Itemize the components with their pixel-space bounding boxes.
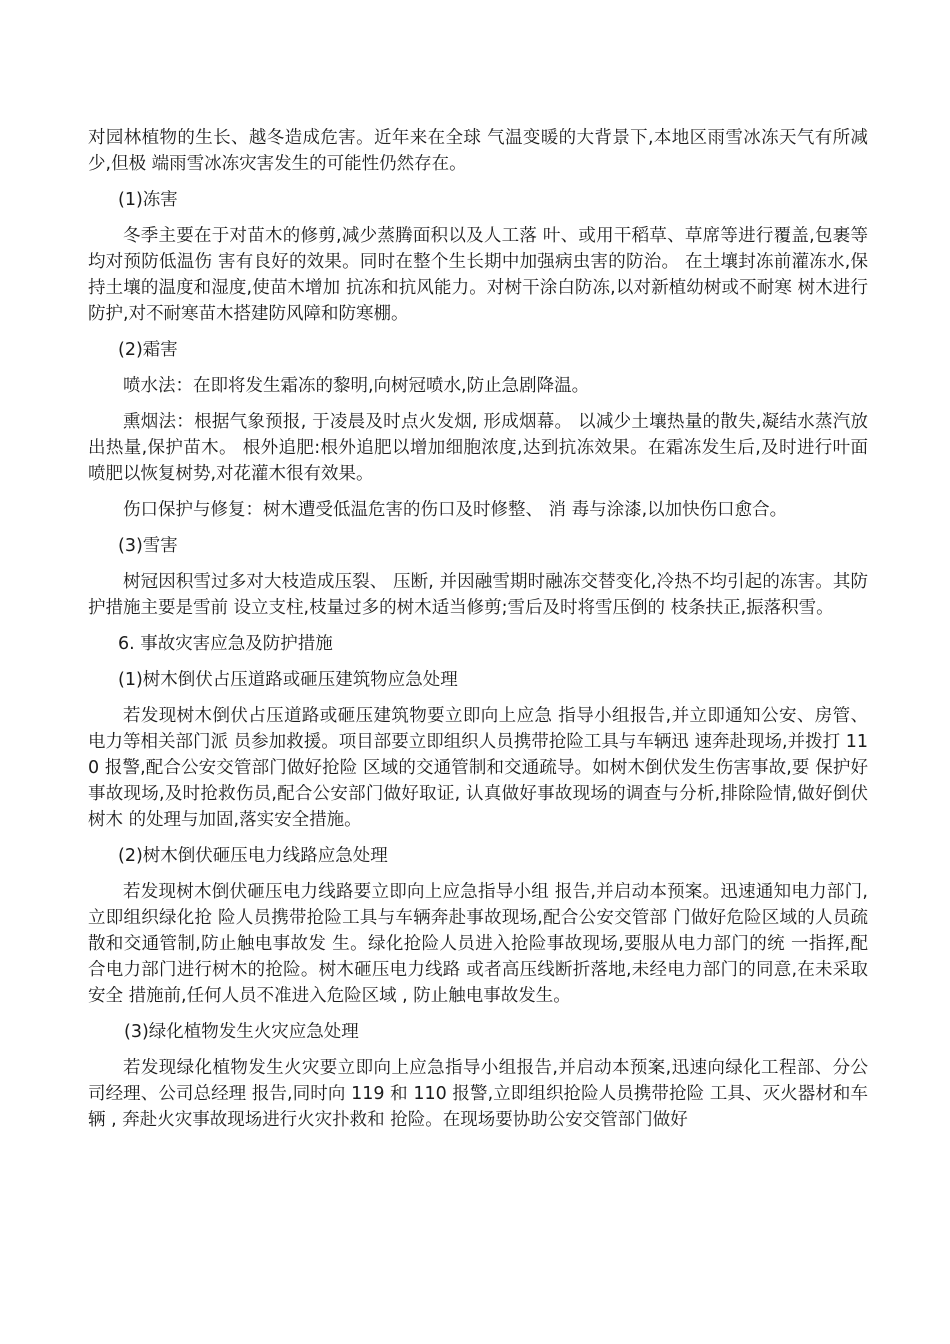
freeze-damage-heading: (1)冻害 <box>118 190 178 210</box>
power-line-heading: (2)树木倒伏砸压电力线路应急处理 <box>118 846 388 866</box>
frost-spray-paragraph: 喷水法：在即将发生霜冻的黎明,向树冠喷水,防止急剧降温。 <box>123 376 590 396</box>
snow-damage-paragraph: 树冠因积雪过多对大枝造成压裂、 压断, 并因融雪期时融冻交替变化,冷热不均引起的冻害。其防护措施主要是雪前 设立支柱,枝量过多的树木适当修剪;雪后及时将雪压倒的 枝条扶正,振落积雪。 <box>88 572 868 618</box>
power-line-paragraph: 若发现树木倒伏砸压电力线路要立即向上应急指导小组 报告,并启动本预案。迅速通知电力部门,立即组织绿化抢 险人员携带抢险工具与车辆奔赴事故现场,配合公安交管部 门做好危险区域的人员疏散和交通管制,防止触电事故发 生。绿化抢险人员进入抢险事故现场,要服从电力部门的统 一指挥,配合电力部门进行树木的抢险。树木砸压电力线路 或者高压线断折落地,未经电力部门的同意,在未采取安全 措施前,任何人员不准进入危险区域 , 防止触电事故发生。 <box>88 882 868 1006</box>
intro-paragraph: 对园林植物的生长、越冬造成危害。近年来在全球 气温变暖的大背景下,本地区雨雪冰冻天气有所减少,但极 端雨雪冰冻灾害发生的可能性仍然存在。 <box>88 128 868 174</box>
freeze-damage-paragraph: 冬季主要在于对苗木的修剪,减少蒸腾面积以及人工落 叶、或用干稻草、草席等进行覆盖,包裹等均对预防低温伤 害有良好的效果。同时在整个生长期中加强病虫害的防治。 在土壤封冻前灌冻水,保持土壤的温度和湿度,使苗木增加 抗冻和抗风能力。对树干涂白防冻,以对新植幼树或不耐寒 树木进行防护,对不耐寒苗木搭建防风障和防寒棚。 <box>88 226 868 324</box>
frost-smoke-paragraph: 熏烟法：根据气象预报, 于凌晨及时点火发烟, 形成烟幕。 以减少土壤热量的散失,凝结水蒸汽放出热量,保护苗木。 根外追肥:根外追肥以增加细胞浓度,达到抗冻效果。在霜冻发生后,及时进行叶面喷肥以恢复树势,对花灌木很有效果。 <box>88 412 868 484</box>
frost-wound-paragraph: 伤口保护与修复：树木遭受低温危害的伤口及时修整、 消 毒与涂漆,以加快伤口愈合。 <box>123 500 788 520</box>
fire-paragraph: 若发现绿化植物发生火灾要立即向上应急指导小组报告,并启动本预案,迅速向绿化工程部、分公司经理、公司总经理 报告,同时向 119 和 110 报警,立即组织抢险人员携带抢险 工具、灭火器材和车辆 , 奔赴火灾事故现场进行火灾扑救和 抢险。在现场要协助公安交管部门做好 <box>88 1058 868 1130</box>
section-6-heading: 6. 事故灾害应急及防护措施 <box>118 634 333 654</box>
snow-damage-heading: (3)雪害 <box>118 536 178 556</box>
frost-damage-heading: (2)霜害 <box>118 340 178 360</box>
fire-heading: (3)绿化植物发生火灾应急处理 <box>124 1022 359 1042</box>
document-body <box>88 125 868 1143</box>
road-blocking-heading: (1)树木倒伏占压道路或砸压建筑物应急处理 <box>118 670 458 690</box>
road-blocking-paragraph: 若发现树木倒伏占压道路或砸压建筑物要立即向上应急 指导小组报告,并立即通知公安、房管、电力等相关部门派 员参加救援。项目部要立即组织人员携带抢险工具与车辆迅 速奔赴现场,并拨打 110 报警,配合公安交管部门做好抢险 区域的交通管制和交通疏导。如树木倒伏发生伤害事故,要 保护好事故现场,及时抢救伤员,配合公安部门做好取证, 认真做好事故现场的调查与分析,排除险情,做好倒伏树木 的处理与加固,落实安全措施。 <box>88 706 868 830</box>
